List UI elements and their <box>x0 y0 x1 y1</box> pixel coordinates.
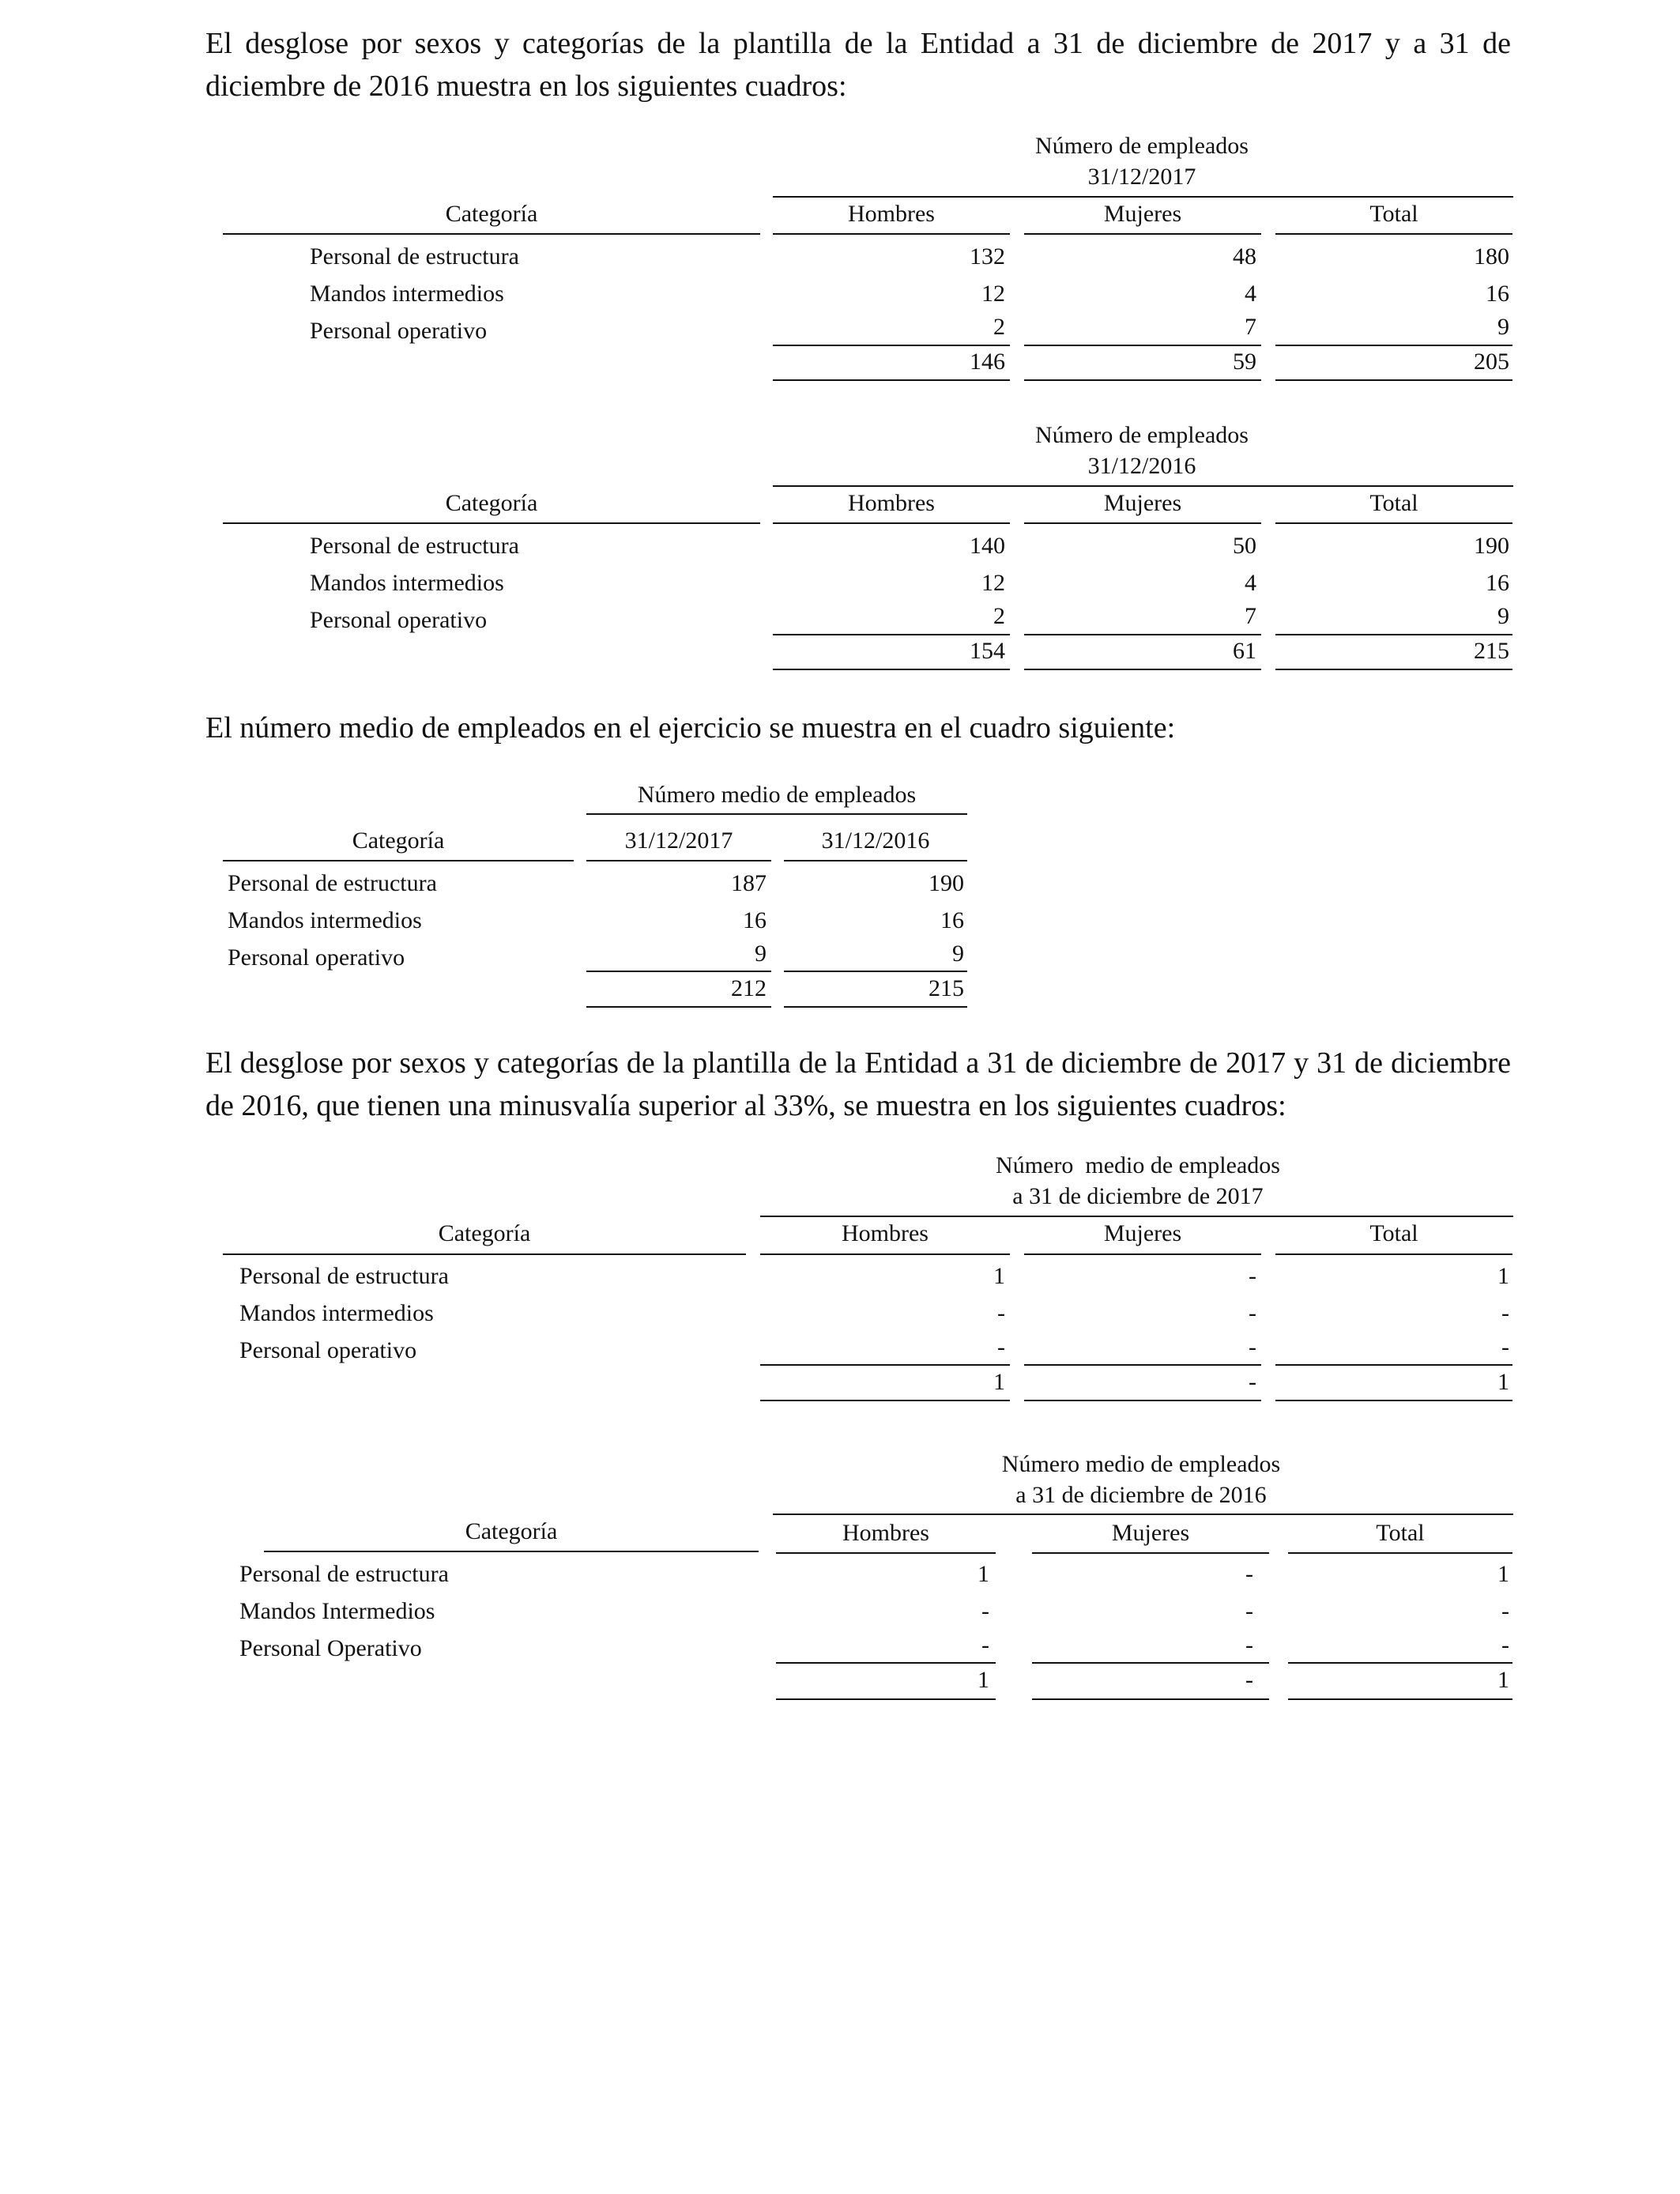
column-header-women: Mujeres <box>1103 201 1182 227</box>
cell-women: 4 <box>1245 570 1256 596</box>
cell-total: - <box>1501 1598 1509 1624</box>
cell-2017: 187 <box>731 870 767 896</box>
cell-women: - <box>1249 1263 1256 1289</box>
cell-total: 180 <box>1474 243 1509 270</box>
cell-2016: 16 <box>940 907 964 933</box>
disability-paragraph: El desglose por sexos y categorías de la plantilla de la Entidad a 31 de diciembre de 2017 y 31 de diciembre de 2016, que tienen una minusvalía superior al 33%, se muestra en los siguientes cuadros: <box>205 1046 1511 1122</box>
row-label: Personal de estructura <box>310 243 519 270</box>
column-header-2016: 31/12/2016 <box>821 827 930 854</box>
row-label: Mandos Intermedios <box>239 1598 435 1624</box>
cell-2017: 9 <box>755 941 767 967</box>
table-title: Número medio de empleados <box>996 1152 1280 1178</box>
cell-women: - <box>1249 1334 1256 1360</box>
column-header-total: Total <box>1369 201 1418 227</box>
row-label: Personal de estructura <box>228 870 437 896</box>
cell-men: 2 <box>993 603 1005 629</box>
cell-men: 2 <box>993 314 1005 340</box>
row-label: Personal operativo <box>310 607 488 633</box>
column-header-category: Categoría <box>445 201 538 227</box>
cell-total: 16 <box>1486 570 1509 596</box>
total-all: 1 <box>1497 1369 1509 1395</box>
total-2017: 212 <box>731 975 767 1001</box>
cell-total: - <box>1501 1300 1509 1326</box>
column-header-category: Categoría <box>445 490 538 516</box>
cell-total: 1 <box>1497 1561 1509 1587</box>
table-title: Número medio de empleados <box>1001 1451 1281 1477</box>
column-header-women: Mujeres <box>1111 1520 1190 1546</box>
column-header-2017: 31/12/2017 <box>624 827 733 854</box>
cell-total: - <box>1501 1334 1509 1360</box>
column-header-total: Total <box>1369 490 1418 516</box>
table-title: Número de empleados <box>1035 133 1249 159</box>
cell-men: 12 <box>981 281 1005 307</box>
cell-men: 12 <box>981 570 1005 596</box>
row-label: Personal operativo <box>239 1337 417 1363</box>
row-label: Personal de estructura <box>239 1561 449 1587</box>
total-men: 1 <box>977 1667 989 1693</box>
total-all: 1 <box>1497 1667 1509 1693</box>
cell-total: 9 <box>1497 314 1509 340</box>
cell-total: - <box>1501 1632 1509 1658</box>
table-subtitle: 31/12/2017 <box>1087 164 1196 190</box>
cell-men: - <box>997 1300 1005 1326</box>
column-header-women: Mujeres <box>1103 1220 1182 1246</box>
row-label: Mandos intermedios <box>310 281 504 307</box>
table-subtitle: a 31 de diciembre de 2017 <box>1012 1183 1264 1209</box>
cell-women: 4 <box>1245 281 1256 307</box>
total-women: - <box>1245 1667 1253 1693</box>
total-women: 61 <box>1233 638 1256 664</box>
column-header-category: Categoría <box>438 1220 531 1246</box>
column-header-total: Total <box>1376 1520 1425 1546</box>
row-label: Mandos intermedios <box>310 570 504 596</box>
cell-total: 9 <box>1497 603 1509 629</box>
total-men: 146 <box>970 349 1005 375</box>
cell-2016: 190 <box>929 870 964 896</box>
row-label: Personal Operativo <box>239 1635 422 1661</box>
row-label: Personal de estructura <box>239 1263 449 1289</box>
cell-women: 50 <box>1233 533 1256 559</box>
total-all: 205 <box>1474 349 1509 375</box>
cell-men: - <box>981 1632 989 1658</box>
total-all: 215 <box>1474 638 1509 664</box>
cell-women: - <box>1245 1598 1253 1624</box>
table-subtitle: 31/12/2016 <box>1087 453 1196 479</box>
column-header-category: Categoría <box>352 827 445 854</box>
total-men: 1 <box>993 1369 1005 1395</box>
cell-men: 132 <box>970 243 1005 270</box>
cell-men: 1 <box>993 1263 1005 1289</box>
column-header-total: Total <box>1369 1220 1418 1246</box>
row-label: Mandos intermedios <box>228 907 422 933</box>
cell-2016: 9 <box>952 941 964 967</box>
total-women: - <box>1249 1369 1256 1395</box>
intro-paragraph: El desglose por sexos y categorías de la plantilla de la Entidad a 31 de diciembre de 2017 y a 31 de diciembre de 2016 muestra en los siguientes cuadros: <box>205 27 1511 103</box>
column-header-men: Hombres <box>842 1220 929 1246</box>
row-label: Personal operativo <box>228 944 405 971</box>
cell-total: 190 <box>1474 533 1509 559</box>
cell-men: 140 <box>970 533 1005 559</box>
cell-women: - <box>1245 1632 1253 1658</box>
row-label: Personal de estructura <box>310 533 519 559</box>
column-header-men: Hombres <box>848 201 935 227</box>
total-2016: 215 <box>929 975 964 1001</box>
cell-women: - <box>1245 1561 1253 1587</box>
cell-women: 7 <box>1245 314 1256 340</box>
table-subtitle: a 31 de diciembre de 2016 <box>1015 1482 1267 1508</box>
cell-women: - <box>1249 1300 1256 1326</box>
cell-men: - <box>997 1334 1005 1360</box>
table-title: Número de empleados <box>1035 422 1249 448</box>
total-men: 154 <box>970 638 1005 664</box>
average-paragraph: El número medio de empleados en el ejercicio se muestra en el cuadro siguiente: <box>205 711 1176 745</box>
column-header-men: Hombres <box>848 490 935 516</box>
cell-women: 48 <box>1233 243 1256 270</box>
column-header-women: Mujeres <box>1103 490 1182 516</box>
row-label: Mandos intermedios <box>239 1300 434 1326</box>
column-header-category: Categoría <box>465 1518 558 1544</box>
table-title: Número medio de empleados <box>637 782 917 808</box>
row-label: Personal operativo <box>310 318 488 344</box>
cell-men: - <box>981 1598 989 1624</box>
cell-men: 1 <box>977 1561 989 1587</box>
cell-women: 7 <box>1245 603 1256 629</box>
cell-2017: 16 <box>743 907 767 933</box>
cell-total: 16 <box>1486 281 1509 307</box>
cell-total: 1 <box>1497 1263 1509 1289</box>
column-header-men: Hombres <box>842 1520 929 1546</box>
total-women: 59 <box>1233 349 1256 375</box>
